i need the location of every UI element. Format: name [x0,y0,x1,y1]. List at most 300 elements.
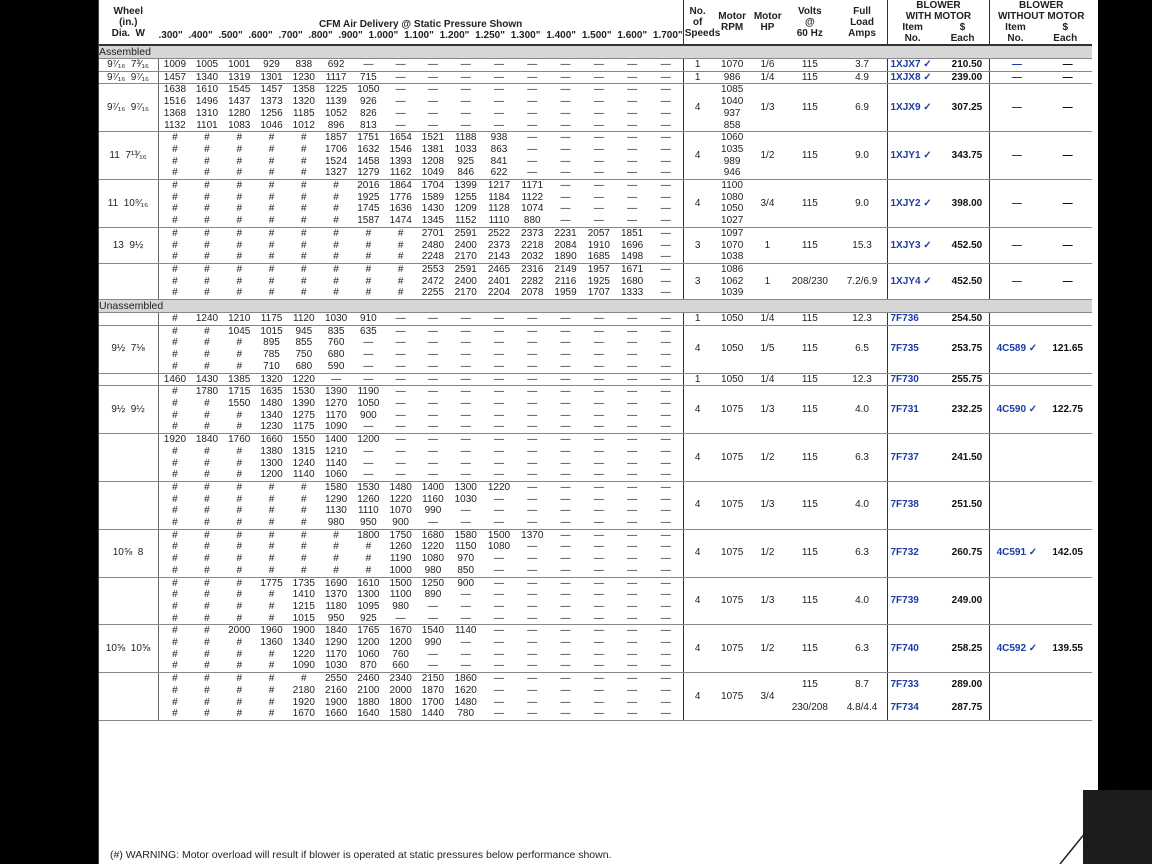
cfm-value: — [352,373,384,386]
item-number: 7F738 [887,481,945,529]
wheel-size: 13 9½ [98,227,159,263]
cfm-value: 1670 1200 760 660 [385,625,417,673]
cfm-value: # # # # [159,481,191,529]
pressure-label: 1.000" [368,30,399,41]
cfm-value: # # # [159,227,191,263]
cfm-value: — — — — [582,434,615,482]
wheel-size [98,673,159,721]
cfm-value: — — — — [649,529,683,577]
cfm-value: 1015 895 785 710 [255,325,287,373]
cfm-value: 2373 2218 2032 [516,227,549,263]
cfm-value: # # # # [159,529,191,577]
cfm-value: — — — — [615,434,648,482]
bwo-price-value [1043,313,1092,326]
price-value: 307.25 [945,84,990,132]
cfm-value: 938 863 841 622 [482,132,515,180]
hp-value: 3/4 [753,673,782,721]
wheel-size [98,481,159,529]
cfm-value: 1635 1480 1340 1230 [255,386,287,434]
pressure-label: .800" [308,30,333,41]
cfm-value: — [649,313,683,326]
cfm-value: 900 — — — [449,577,482,625]
cfm-value: — — — — [449,434,482,482]
speeds-value: 4 [683,180,711,228]
cfm-value: 1660 1380 1300 1200 [255,434,287,482]
blower-row [98,625,1092,673]
cfm-value: 1175 [255,313,287,326]
wheel-size [98,263,159,299]
speeds-value: 4 [683,529,711,577]
cfm-value: 1638 1516 1368 1132 [159,84,191,132]
bwo-price-value: — [1043,132,1092,180]
hp-value: 1/4 [753,71,782,84]
hp-value: 1 [753,227,782,263]
cfm-value: 1715 1550 # # [223,386,255,434]
page-corner-tab [1083,790,1152,864]
cfm-value: 1840 1290 1170 1030 [320,625,352,673]
speeds-value: 4 [683,84,711,132]
cfm-value: — — — — [582,673,615,721]
cfm-value: 1457 1373 1256 1046 [255,84,287,132]
speeds-value: 1 [683,59,711,72]
cfm-value: — [615,71,648,84]
price-value: 258.25 [945,625,990,673]
cfm-value: 1735 1410 1215 1015 [288,577,320,625]
wheel-size: 9½ 7⅛ [98,325,159,373]
cfm-value: 1457 [159,71,191,84]
header-row [98,0,1092,45]
rpm-value: 1100 1080 1050 1027 [711,180,752,228]
cfm-value: 1654 1546 1393 1162 [385,132,417,180]
cfm-value: 1190 1050 900 — [352,386,384,434]
cfm-value: 1775 # # # [255,577,287,625]
volts-value: 115 [782,625,837,673]
speeds-value: 1 [683,71,711,84]
bwo-price-value: 142.05 [1043,529,1092,577]
section-title: Assembled [98,45,1092,59]
cfm-value: 1300 1030 — — [449,481,482,529]
rpm-value: 1075 [711,529,752,577]
cfm-value: 1610 1496 1310 1101 [191,84,223,132]
amps-value: 12.3 [838,313,887,326]
cfm-value: 945 855 750 680 [288,325,320,373]
item-number: 1XJY3 ✓ [887,227,945,263]
hp-value: 1/6 [753,59,782,72]
cfm-value: — [417,59,449,72]
cfm-value: — — — — [615,180,648,228]
cfm-value: # # # # [223,673,255,721]
rpm-value: 1075 [711,625,752,673]
rpm-value: 1050 [711,373,752,386]
cfm-value: — — — — [516,577,549,625]
cfm-value: # # # # [191,673,223,721]
speeds-value: 4 [683,673,711,721]
cfm-value: # # # # [191,481,223,529]
pressure-label: .300" [158,30,183,41]
cfm-value: # [159,313,191,326]
cfm-value: 1390 1270 1170 1090 [320,386,352,434]
cfm-value: — [516,313,549,326]
price-value: 260.75 [945,529,990,577]
cfm-value: 1050 926 826 813 [352,84,384,132]
cfm-value: — — — — [615,625,648,673]
bwo-price-value: 122.75 [1043,386,1092,434]
volts-value: 115 [782,227,837,263]
cfm-value: # # # [288,263,320,299]
cfm-value: 1230 [288,71,320,84]
cfm-value: 1370 — — — [516,529,549,577]
item-number: 1XJX7 ✓ [887,59,945,72]
cfm-value: # # # # [191,325,223,373]
cfm-value: — — — — [449,325,482,373]
cfm-value: — — — — [516,434,549,482]
pressure-labels [159,30,683,41]
cfm-value: 1117 [320,71,352,84]
cfm-value: # # # # [159,325,191,373]
speeds-value: 4 [683,386,711,434]
bwo-price-value: — [1043,71,1092,84]
bwo-item-number [990,673,1043,721]
bwo-price-value [1043,577,1092,625]
cfm-value: — [320,373,352,386]
price-value: 241.50 [945,434,990,482]
cfm-value: — [549,59,582,72]
cfm-value: 1550 1315 1240 1140 [288,434,320,482]
cfm-value: 1301 [255,71,287,84]
cfm-value: # # # [352,263,384,299]
pressure-label: .500" [218,30,243,41]
blower-row [98,325,1092,373]
cfm-value: 1704 1589 1430 1345 [417,180,449,228]
item-number: 7F739 [887,577,945,625]
item-number: 7F731 [887,386,945,434]
cfm-value: 1400 1210 1140 1060 [320,434,352,482]
pressure-label: .400" [188,30,213,41]
rpm-value: 1086 1062 1039 [711,263,752,299]
cfm-value: 1580 1150 970 850 [449,529,482,577]
cfm-value: 1800 # # # [352,529,384,577]
wheel-size [98,313,159,326]
cfm-value: # # # [288,227,320,263]
hp-value: 1/3 [753,577,782,625]
rpm-value: 1050 [711,325,752,373]
section-header [98,300,1092,313]
cfm-value: 1765 1200 1060 870 [352,625,384,673]
cfm-value: 1610 1300 1095 925 [352,577,384,625]
item-number: 7F740 [887,625,945,673]
cfm-value: 715 [352,71,384,84]
cfm-value: # # # # [159,625,191,673]
item-number: 7F737 [887,434,945,482]
amps-value: 4.0 [838,577,887,625]
cfm-value: # # # # [288,481,320,529]
cfm-value: 2553 2472 2255 [417,263,449,299]
cfm-value: 1521 1381 1208 1049 [417,132,449,180]
cfm-value: 1240 [191,313,223,326]
cfm-value: 2460 2100 1880 1640 [352,673,384,721]
cfm-value: 1530 1260 1110 950 [352,481,384,529]
cfm-value: # # # # [191,529,223,577]
cfm-value: — [417,71,449,84]
cfm-value: — [615,59,648,72]
item-number: 1XJY2 ✓ [887,180,945,228]
cfm-header [159,0,684,45]
bwo-item-label: Item No. [1005,22,1026,44]
cfm-value: — [516,373,549,386]
cfm-value: # # # # [223,481,255,529]
cfm-value: 1690 1370 1180 950 [320,577,352,625]
item-number: 1XJX8 ✓ [887,71,945,84]
cfm-value: 1680 1220 1080 980 [417,529,449,577]
cfm-value: # # # [320,227,352,263]
cfm-value: # # # [385,263,417,299]
cfm-value: 910 [352,313,384,326]
volts-value: 115 [782,132,837,180]
cfm-value: — — — — [549,673,582,721]
blower-row [98,577,1092,625]
amps-value: 6.5 [838,325,887,373]
cfm-value: # # # # [191,132,223,180]
cfm-value: 1671 1680 1333 [615,263,648,299]
blower-row [98,313,1092,326]
blower-row [98,263,1092,299]
amps-value: 15.3 [838,227,887,263]
bwo-price-value: 121.65 [1043,325,1092,373]
cfm-value: # # # [255,227,287,263]
hp-value: 1/3 [753,84,782,132]
pressure-label: 1.200" [439,30,470,41]
volts-value: 115 [782,325,837,373]
cfm-value: — [582,373,615,386]
hp-value: 1 [753,263,782,299]
cfm-value: — — — — [417,434,449,482]
rpm-value: 1075 [711,481,752,529]
cfm-value: # # # [223,227,255,263]
cfm-value: 1760 # # # [223,434,255,482]
bwo-item-number [990,434,1043,482]
wheel-size: 10⅝ 8 [98,529,159,577]
cfm-value: 1005 [191,59,223,72]
cfm-value: 1840 # # # [191,434,223,482]
wheel-size: 11 7¹³⁄₁₆ [98,132,159,180]
price-value: 289.00 287.75 [945,673,990,721]
price-value: 253.75 [945,325,990,373]
cfm-value: 1500 1100 980 — [385,577,417,625]
speeds-value: 4 [683,434,711,482]
cfm-value: 2057 1910 1685 [582,227,615,263]
cfm-value: 2522 2373 2143 [482,227,515,263]
cfm-value: # # # # [223,577,255,625]
blower-row [98,132,1092,180]
cfm-value: 1780 # # # [191,386,223,434]
bwo-price-value [1043,434,1092,482]
volts-value: 115 [782,59,837,72]
cfm-value: — [549,313,582,326]
cfm-value: 1225 1139 1052 896 [320,84,352,132]
amps-value: 6.3 [838,625,887,673]
cfm-value: # # # # [159,132,191,180]
cfm-value: # # # # [288,132,320,180]
cfm-value: # # # # [320,180,352,228]
cfm-value: # # # # [159,673,191,721]
rpm-value: 1060 1035 989 946 [711,132,752,180]
rpm-value: 1075 [711,386,752,434]
cfm-value: # # # # [288,529,320,577]
amps-value: 9.0 [838,132,887,180]
price-value: 210.50 [945,59,990,72]
cfm-value: 1320 [255,373,287,386]
volts-value: 115 [782,84,837,132]
cfm-value: — — — — [516,386,549,434]
volts-value: 208/230 [782,263,837,299]
amps-value: 8.7 4.8/4.4 [838,673,887,721]
cfm-value: — — — — [417,84,449,132]
cfm-value: — — — — [582,481,615,529]
cfm-value: — — — — [615,132,648,180]
bwo-price-value: — [1043,59,1092,72]
cfm-value: 1864 1776 1636 1474 [385,180,417,228]
cfm-value: # # # # [159,577,191,625]
hp-value: 1/2 [753,434,782,482]
cfm-value: 1045 # # # [223,325,255,373]
cfm-value: — — — — [516,84,549,132]
cfm-value: 1001 [223,59,255,72]
cfm-value: — [582,59,615,72]
cfm-value: — [582,313,615,326]
cfm-value: 2701 2480 2248 [417,227,449,263]
cfm-value: — [352,59,384,72]
cfm-value: 835 760 680 590 [320,325,352,373]
rpm-value: 1075 [711,673,752,721]
cfm-value: 1545 1437 1280 1083 [223,84,255,132]
amps-value: 4.0 [838,386,887,434]
amps-value: 4.9 [838,71,887,84]
cfm-value: — — — — [649,180,683,228]
cfm-value: 1120 [288,313,320,326]
bwo-item-number: 4C592 ✓ [990,625,1043,673]
cfm-title: CFM Air Delivery @ Static Pressure Shown [318,19,523,30]
cfm-value: 635 — — — [352,325,384,373]
price-value: 452.50 [945,227,990,263]
cfm-value: 1009 [159,59,191,72]
cfm-value: 1900 1340 1220 1090 [288,625,320,673]
bwo-item-number: — [990,180,1043,228]
rpm-header: Motor RPM [711,0,752,45]
bwm-price-label: $ Each [950,22,975,44]
cfm-value: # # # [385,227,417,263]
rpm-value: 1097 1070 1038 [711,227,752,263]
price-value: 251.50 [945,481,990,529]
blower-row [98,59,1092,72]
cfm-value: — — — — [582,325,615,373]
amps-value: 9.0 [838,180,887,228]
pressure-label: .700" [278,30,303,41]
speeds-value: 4 [683,325,711,373]
cfm-value: — [385,313,417,326]
cfm-value: 1210 [223,313,255,326]
cfm-value: — — — — [385,325,417,373]
cfm-value: 1358 1320 1185 1012 [288,84,320,132]
cfm-value: 1480 1220 1070 900 [385,481,417,529]
section-header [98,45,1092,59]
cfm-value: 929 [255,59,287,72]
cfm-value: — — — — [549,325,582,373]
wheel-header: Wheel (in.) Dia. W [98,0,159,45]
cfm-value: # # # # [255,481,287,529]
pressure-label: 1.300" [510,30,541,41]
cfm-value: — — — — [582,577,615,625]
cfm-value: 1400 1160 990 — [417,481,449,529]
cfm-value: — — — — [549,180,582,228]
cfm-value: 1860 1620 1480 780 [449,673,482,721]
cfm-value: 2000 # # # [223,625,255,673]
cfm-value: 2149 2116 1959 [549,263,582,299]
cfm-value: 2591 2400 2170 [449,227,482,263]
cfm-value: — — — — [615,386,648,434]
rpm-value: 986 [711,71,752,84]
hp-value: 1/2 [753,529,782,577]
cfm-value: 1030 [320,313,352,326]
cfm-value: — — — — [549,434,582,482]
cfm-value: — — — — [516,325,549,373]
blower-row [98,529,1092,577]
cfm-value: — — — — [549,84,582,132]
bwo-item-number: 4C590 ✓ [990,386,1043,434]
price-value: 249.00 [945,577,990,625]
cfm-value: # # # # [223,529,255,577]
bwm-item-label: Item No. [902,22,923,44]
cfm-value: # # # # [255,673,287,721]
amps-value: 12.3 [838,373,887,386]
bwm-title: BLOWER WITH MOTOR [905,0,972,22]
speeds-value: 1 [683,373,711,386]
item-number: 7F732 [887,529,945,577]
cfm-value: # # # # [223,180,255,228]
cfm-value: — — — — [615,673,648,721]
cfm-value: 1580 1290 1130 980 [320,481,352,529]
cfm-value: — — — — [385,386,417,434]
cfm-value: — [649,71,683,84]
bwo-item-number [990,577,1043,625]
hp-value: 3/4 [753,180,782,228]
cfm-value: 1220 — — — [482,481,515,529]
cfm-value: — [615,313,648,326]
cfm-value: — [516,59,549,72]
volts-value: 115 230/208 [782,673,837,721]
item-number: 7F730 [887,373,945,386]
cfm-value: — [385,71,417,84]
speeds-value: 4 [683,132,711,180]
cfm-value: # # # # [255,180,287,228]
bwo-price-value: — [1043,180,1092,228]
blower-row [98,386,1092,434]
cfm-value: 1250 890 — — [417,577,449,625]
cfm-value: # # # # [288,180,320,228]
bwo-item-number: — [990,132,1043,180]
page-left-edge [98,0,99,864]
wheel-size: 11 10⁹⁄₁₆ [98,180,159,228]
blower-row [98,481,1092,529]
cfm-value: — — — — [649,481,683,529]
cfm-value: # # # [223,263,255,299]
cfm-value: 1750 1260 1190 1000 [385,529,417,577]
cfm-value: — — — — [482,84,515,132]
pressure-label: 1.400" [546,30,577,41]
cfm-value: # # # [320,263,352,299]
cfm-value: — — — — [582,84,615,132]
cfm-value: — — — — [615,577,648,625]
pressure-label: 1.500" [581,30,612,41]
